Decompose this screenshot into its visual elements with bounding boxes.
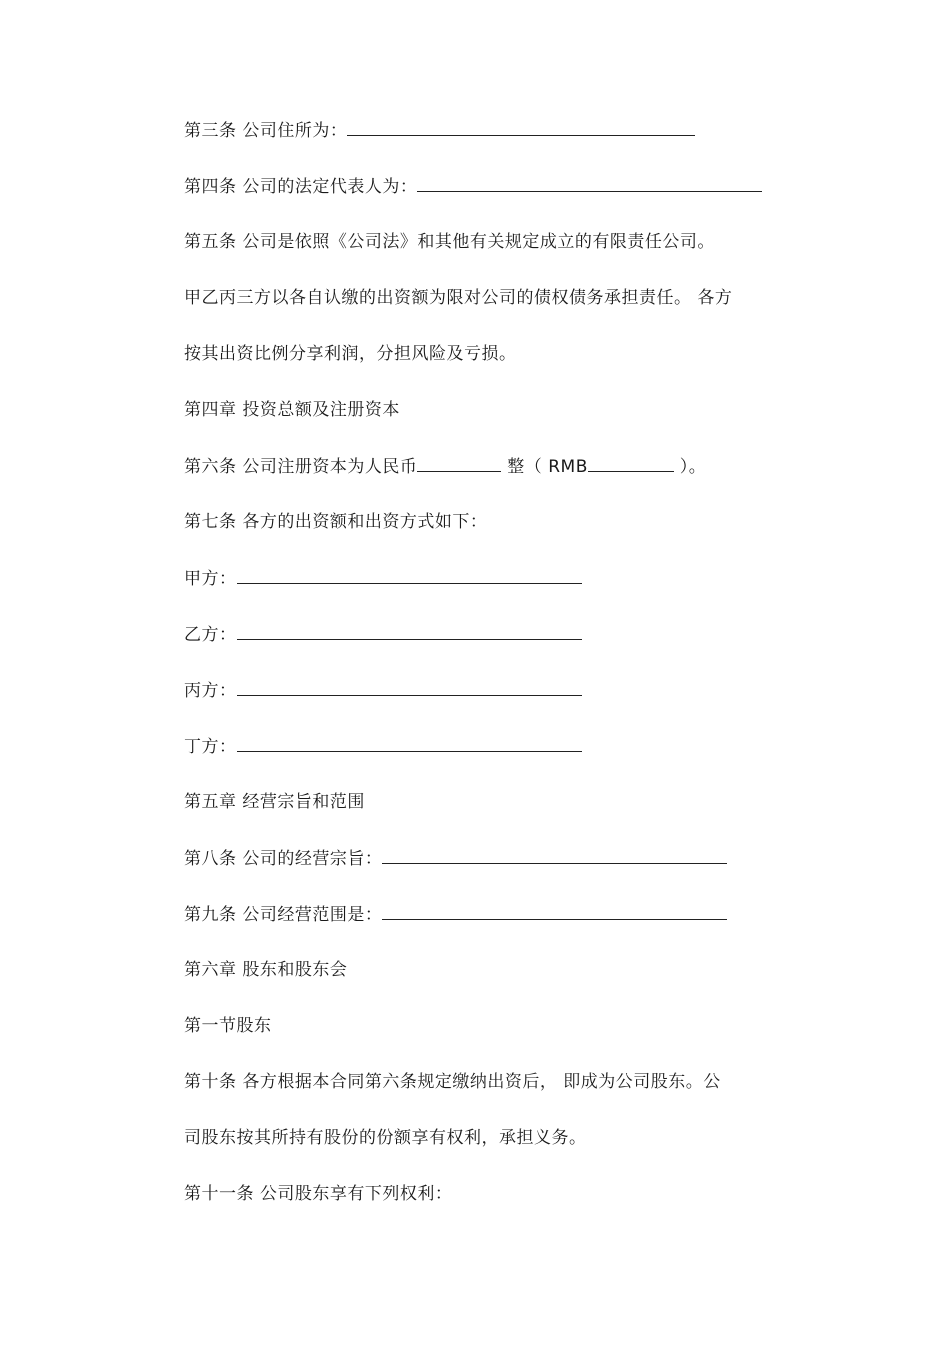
article-10-cont: 司股东按其所持有股份的份额享有权利，承担义务。: [184, 1128, 587, 1148]
party-d-blank: [237, 734, 582, 752]
chapter-6-heading: 第六章 股东和股东会: [184, 960, 348, 980]
article-6-rmb-text: 整（ RMB: [501, 457, 588, 477]
article-9: [184, 902, 727, 927]
chapter-5-heading: 第五章 经营宗旨和范围: [184, 792, 365, 812]
business-scope-blank: [382, 902, 727, 920]
article-5-cont-2: 按其出资比例分享利润，分担风险及亏损。: [184, 344, 517, 364]
address-blank: [347, 118, 695, 136]
article-9-text: 第九条 公司经营范围是：: [184, 905, 383, 925]
article-8-text: 第八条 公司的经营宗旨：: [184, 849, 383, 869]
legal-rep-blank: [417, 174, 762, 192]
rmb-amount-blank: [588, 454, 674, 472]
article-4: [184, 174, 762, 199]
article-3-text: 第三条 公司住所为：: [184, 121, 348, 141]
article-6-text: 第六条 公司注册资本为人民币: [184, 457, 418, 477]
party-d: [184, 734, 582, 759]
business-purpose-blank: [382, 846, 727, 864]
party-c-label: 丙方：: [184, 681, 237, 701]
article-8: [184, 846, 727, 871]
party-d-label: 丁方：: [184, 737, 237, 757]
party-c-blank: [237, 678, 582, 696]
party-b: [184, 622, 582, 647]
article-7: 第七条 各方的出资额和出资方式如下：: [184, 512, 488, 532]
party-c: [184, 678, 582, 703]
chapter-4-heading: 第四章 投资总额及注册资本: [184, 400, 400, 420]
party-a: [184, 566, 582, 591]
article-10: 第十条 各方根据本合同第六条规定缴纳出资后， 即成为公司股东。公: [184, 1072, 721, 1092]
article-11: 第十一条 公司股东享有下列权利：: [184, 1184, 453, 1204]
party-a-label: 甲方：: [184, 569, 237, 589]
article-6-closing: ）。: [673, 457, 707, 477]
article-5: 第五条 公司是依照《公司法》和其他有关规定成立的有限责任公司。: [184, 232, 715, 252]
party-b-blank: [237, 622, 582, 640]
capital-amount-blank: [417, 454, 501, 472]
article-6: [184, 454, 706, 479]
section-1-heading: 第一节股东: [184, 1016, 272, 1036]
article-3: [184, 118, 695, 143]
party-b-label: 乙方：: [184, 625, 237, 645]
article-4-text: 第四条 公司的法定代表人为：: [184, 177, 418, 197]
article-5-cont-1: 甲乙丙三方以各自认缴的出资额为限对公司的债权债务承担责任。 各方: [184, 288, 733, 308]
party-a-blank: [237, 566, 582, 584]
